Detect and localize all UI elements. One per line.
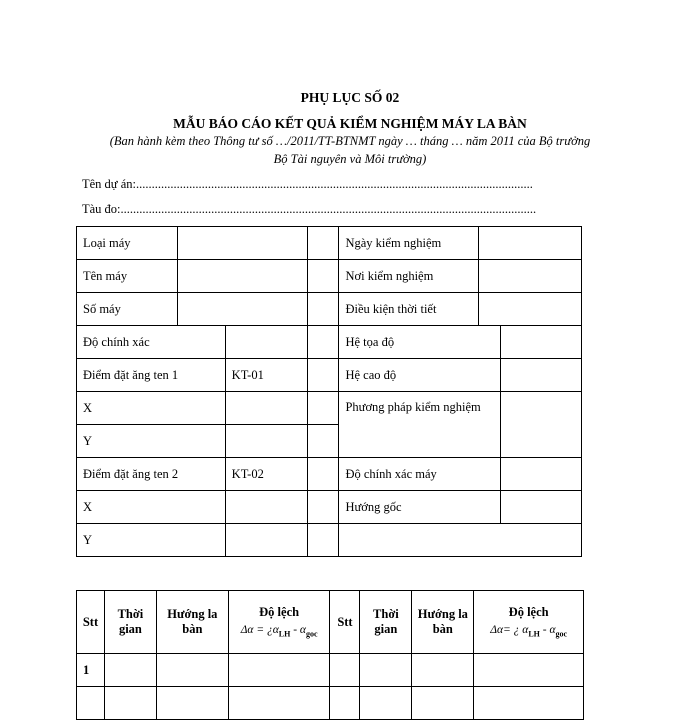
instrument-info-table bbox=[76, 226, 582, 557]
data-cell[interactable] bbox=[330, 687, 360, 720]
issuance-note-line1: (Ban hành kèm theo Thông tư số …/2011/TT-BTNMT ngày … tháng … năm 2011 của Bộ trưởng bbox=[109, 134, 591, 148]
ship-dots: ..................................................................................................................................... bbox=[120, 202, 537, 216]
value-cell[interactable] bbox=[177, 260, 307, 293]
formula-sub-goc: goc bbox=[305, 629, 318, 639]
value-cell[interactable] bbox=[225, 425, 307, 458]
row-number-cell: 1 bbox=[77, 654, 105, 687]
label-cell: Tên máy bbox=[77, 260, 178, 293]
data-cell[interactable] bbox=[474, 687, 584, 720]
label-cell: Ngày kiểm nghiệm bbox=[339, 227, 479, 260]
table-row bbox=[77, 326, 582, 359]
project-name-dots: ............................................................................................................................... bbox=[135, 177, 533, 191]
value-cell[interactable] bbox=[307, 392, 339, 425]
data-cell[interactable] bbox=[412, 654, 474, 687]
table-header-row bbox=[77, 591, 584, 654]
deviation-formula bbox=[232, 624, 327, 638]
data-cell[interactable] bbox=[228, 687, 330, 720]
column-header-direction: Hướng la bàn bbox=[156, 591, 228, 654]
data-cell[interactable] bbox=[360, 654, 412, 687]
table-row bbox=[77, 392, 582, 425]
label-cell: Số máy bbox=[77, 293, 178, 326]
formula-text: Δα = ¿α bbox=[240, 624, 279, 637]
table-row bbox=[77, 524, 582, 557]
formula-text: Δα= ¿ α bbox=[490, 624, 529, 637]
table-row bbox=[77, 293, 582, 326]
formula-minus: - α bbox=[539, 624, 556, 637]
data-cell[interactable] bbox=[228, 654, 330, 687]
value-cell[interactable] bbox=[225, 392, 307, 425]
value-cell[interactable] bbox=[339, 524, 582, 557]
data-cell[interactable] bbox=[104, 687, 156, 720]
formula-sub-lh: LH bbox=[528, 629, 540, 639]
value-cell[interactable] bbox=[225, 524, 307, 557]
data-cell[interactable] bbox=[330, 654, 360, 687]
value-cell[interactable] bbox=[177, 227, 307, 260]
appendix-title: PHỤ LỤC SỐ 02 bbox=[300, 90, 400, 105]
value-cell[interactable] bbox=[307, 326, 339, 359]
data-cell[interactable] bbox=[474, 654, 584, 687]
label-cell: Y bbox=[77, 425, 226, 458]
value-cell[interactable] bbox=[307, 293, 339, 326]
label-cell: Phương pháp kiểm nghiệm bbox=[339, 392, 501, 458]
label-cell: Điều kiện thời tiết bbox=[339, 293, 479, 326]
project-name-field[interactable] bbox=[82, 177, 533, 192]
results-table bbox=[76, 590, 584, 720]
data-cell[interactable] bbox=[156, 687, 228, 720]
column-header-deviation bbox=[228, 591, 330, 654]
label-cell: X bbox=[77, 491, 226, 524]
value-cell[interactable] bbox=[307, 227, 339, 260]
table-row bbox=[77, 687, 584, 720]
deviation-label: Độ lệch bbox=[259, 605, 300, 620]
table-row bbox=[77, 359, 582, 392]
value-cell[interactable] bbox=[307, 359, 339, 392]
value-cell[interactable] bbox=[225, 326, 307, 359]
row-number-cell bbox=[77, 687, 105, 720]
label-cell: Hệ tọa độ bbox=[339, 326, 501, 359]
value-cell[interactable] bbox=[501, 326, 582, 359]
formula-sub-goc: goc bbox=[555, 629, 568, 639]
issuance-note-line2: Bộ Tài nguyên và Môi trường) bbox=[273, 152, 427, 166]
formula-sub-lh: LH bbox=[278, 629, 291, 639]
label-cell: Y bbox=[77, 524, 226, 557]
table-row bbox=[77, 458, 582, 491]
data-cell[interactable] bbox=[360, 687, 412, 720]
data-cell[interactable] bbox=[156, 654, 228, 687]
column-header-time: Thời gian bbox=[104, 591, 156, 654]
issuance-note bbox=[0, 132, 700, 168]
value-cell[interactable] bbox=[501, 491, 582, 524]
label-cell: Hướng gốc bbox=[339, 491, 501, 524]
value-cell[interactable] bbox=[307, 425, 339, 458]
point-code-cell: KT-01 bbox=[225, 359, 307, 392]
column-header-direction: Hướng la bàn bbox=[412, 591, 474, 654]
value-cell[interactable] bbox=[307, 524, 339, 557]
point-code-cell: KT-02 bbox=[225, 458, 307, 491]
value-cell[interactable] bbox=[501, 458, 582, 491]
value-cell[interactable] bbox=[177, 293, 307, 326]
label-cell: X bbox=[77, 392, 226, 425]
ship-field[interactable] bbox=[82, 202, 536, 217]
label-cell: Hệ cao độ bbox=[339, 359, 501, 392]
data-cell[interactable] bbox=[104, 654, 156, 687]
label-cell: Loại máy bbox=[77, 227, 178, 260]
table-row bbox=[77, 491, 582, 524]
ship-label: Tàu đo: bbox=[82, 202, 121, 216]
label-cell: Độ chính xác bbox=[77, 326, 226, 359]
deviation-formula bbox=[477, 624, 580, 638]
column-header-time: Thời gian bbox=[360, 591, 412, 654]
label-cell: Điểm đặt ăng ten 2 bbox=[77, 458, 226, 491]
label-cell: Độ chính xác máy bbox=[339, 458, 501, 491]
label-cell: Điểm đặt ăng ten 1 bbox=[77, 359, 226, 392]
table-row bbox=[77, 260, 582, 293]
formula-minus: - α bbox=[290, 624, 306, 637]
label-cell: Nơi kiểm nghiệm bbox=[339, 260, 479, 293]
column-header-deviation bbox=[474, 591, 584, 654]
column-header-stt: Stt bbox=[330, 591, 360, 654]
table-row bbox=[77, 654, 584, 687]
deviation-label: Độ lệch bbox=[508, 605, 549, 620]
value-cell[interactable] bbox=[307, 260, 339, 293]
project-name-label: Tên dự án: bbox=[82, 177, 136, 191]
value-cell[interactable] bbox=[307, 491, 339, 524]
data-cell[interactable] bbox=[412, 687, 474, 720]
value-cell[interactable] bbox=[479, 260, 582, 293]
value-cell[interactable] bbox=[479, 293, 582, 326]
value-cell[interactable] bbox=[479, 227, 582, 260]
value-cell[interactable] bbox=[225, 491, 307, 524]
report-form-title: MẪU BÁO CÁO KẾT QUẢ KIỂM NGHIỆM MÁY LA BÀN bbox=[173, 116, 527, 131]
value-cell[interactable] bbox=[501, 392, 582, 458]
value-cell[interactable] bbox=[307, 458, 339, 491]
table-row bbox=[77, 227, 582, 260]
value-cell[interactable] bbox=[501, 359, 582, 392]
column-header-stt: Stt bbox=[77, 591, 105, 654]
